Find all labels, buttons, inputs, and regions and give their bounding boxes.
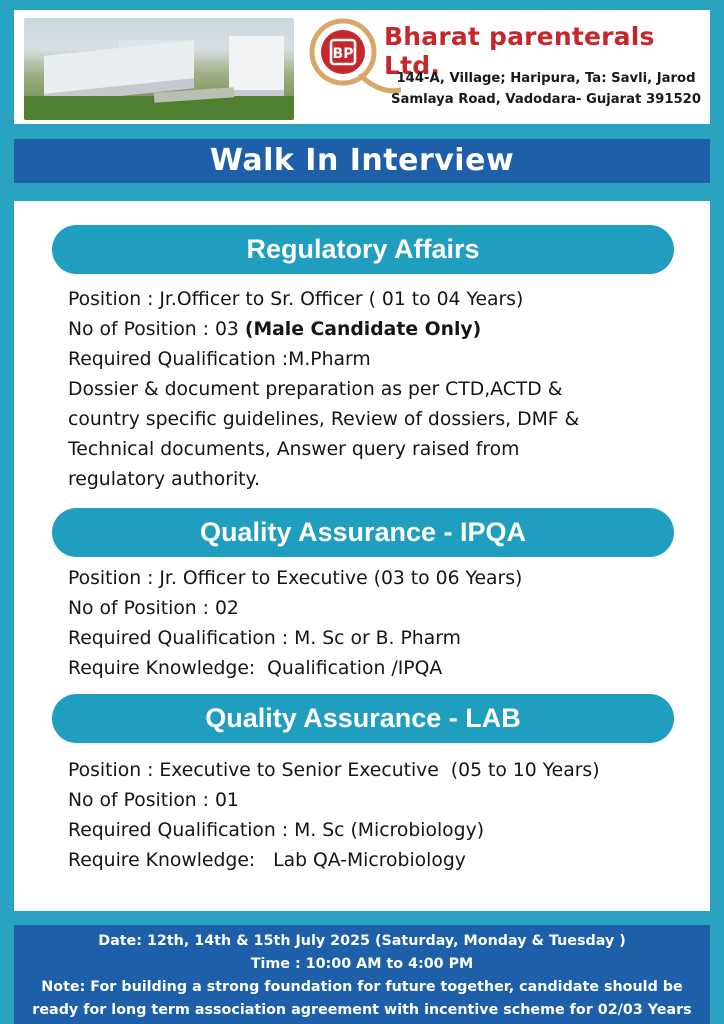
footer-info: [14, 925, 710, 1024]
section-details-ipqa: [68, 564, 688, 684]
qualification-text: Required Qualification :M.Pharm: [68, 349, 371, 370]
job-listings-card: [14, 201, 710, 911]
footer-note-line-2: ready for long term association agreement with incentive scheme for 02/03 Years: [32, 1002, 692, 1018]
factory-photo: [24, 18, 294, 120]
no-of-position-value: No of Position : 03: [68, 319, 245, 340]
address-line-1: 144-A, Village; Haripura, Ta: Savli, Jarod: [396, 71, 696, 86]
company-name: Bharat parenterals Ltd.: [384, 22, 655, 80]
office-building: [229, 36, 284, 98]
section-details-lab: [68, 756, 688, 876]
knowledge-text: Require Knowledge: Lab QA-Microbiology: [68, 850, 466, 871]
section-title-quality-assurance-lab: Quality Assurance - LAB: [52, 694, 674, 743]
description-line: country specific guidelines, Review of dossiers, DMF &: [68, 409, 580, 430]
description-line: Technical documents, Answer query raised from: [68, 439, 520, 460]
qualification-text: Required Qualification : M. Sc (Microbiology): [68, 820, 485, 841]
address-line-2: Samlaya Road, Vadodara- Gujarat 391520: [390, 92, 702, 107]
candidate-note: (Male Candidate Only): [244, 319, 482, 340]
logo-letters: BP: [332, 46, 354, 62]
no-of-position-text: [68, 315, 688, 345]
position-text: Position : Executive to Senior Executive (05 to 10 Years): [68, 760, 600, 781]
section-title-quality-assurance-ipqa: Quality Assurance - IPQA: [52, 508, 674, 557]
section-details-regulatory-affairs: [68, 285, 688, 495]
no-of-position-text: No of Position : 01: [68, 790, 239, 811]
qualification-text: Required Qualification : M. Sc or B. Pharm: [68, 628, 461, 649]
no-of-position-text: No of Position : 02: [68, 598, 239, 619]
position-text: Position : Jr. Officer to Executive (03 to 06 Years): [68, 568, 523, 589]
interview-date: Date: 12th, 14th & 15th July 2025 (Saturday, Monday & Tuesday ): [98, 933, 626, 949]
section-title-regulatory-affairs: Regulatory Affairs: [52, 225, 674, 274]
footer-note-line-1: Note: For building a strong foundation for future together, candidate should be: [41, 979, 683, 995]
company-address: [386, 68, 706, 110]
header: [14, 10, 710, 124]
page-title: Walk In Interview: [14, 139, 710, 183]
description-line: Dossier & document preparation as per CTD,ACTD &: [68, 379, 563, 400]
interview-time: Time : 10:00 AM to 4:00 PM: [250, 956, 474, 972]
knowledge-text: Require Knowledge: Qualification /IPQA: [68, 658, 443, 679]
description-line: regulatory authority.: [68, 469, 260, 490]
position-text: Position : Jr.Officer to Sr. Officer ( 01 to 04 Years): [68, 289, 524, 310]
